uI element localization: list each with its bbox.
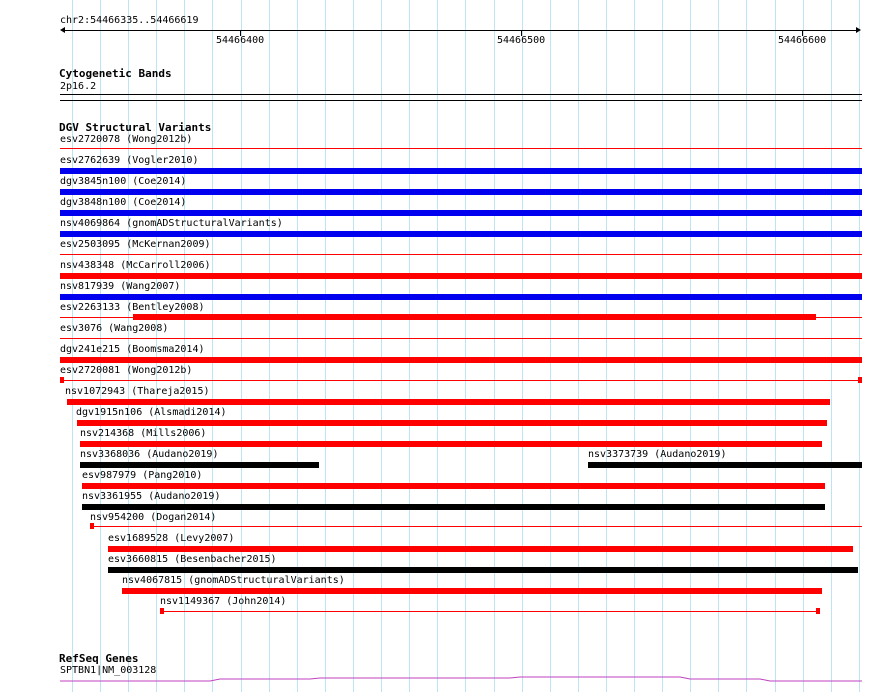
variant-bar[interactable] xyxy=(80,441,822,447)
variant-label[interactable]: nsv817939 (Wang2007) xyxy=(60,281,181,292)
variant-bar[interactable] xyxy=(60,189,862,195)
variant-bar[interactable] xyxy=(60,380,862,381)
ruler-line xyxy=(64,30,857,31)
variant-bar[interactable] xyxy=(60,210,862,216)
variant-label[interactable]: nsv954200 (Dogan2014) xyxy=(90,512,217,523)
refseq-gene-label[interactable]: SPTBN1|NM_003128 xyxy=(60,665,157,676)
variant-label[interactable]: esv3076 (Wang2008) xyxy=(60,323,169,334)
variant-bar[interactable] xyxy=(60,168,862,174)
variant-label[interactable]: nsv438348 (McCarroll2006) xyxy=(60,260,211,271)
variant-label[interactable]: nsv4067815 (gnomADStructuralVariants) xyxy=(122,575,345,586)
variant-label[interactable]: nsv3368036 (Audano2019) xyxy=(80,449,219,460)
variant-bar[interactable] xyxy=(60,273,862,279)
variant-label[interactable]: nsv4069864 (gnomADStructuralVariants) xyxy=(60,218,283,229)
variant-bar[interactable] xyxy=(80,462,319,468)
variant-bar[interactable] xyxy=(108,567,858,573)
variant-bar[interactable] xyxy=(82,483,825,489)
cytoband-track-title[interactable]: Cytogenetic Bands xyxy=(59,67,172,80)
variant-label[interactable]: esv2503095 (McKernan2009) xyxy=(60,239,211,250)
variant-bar[interactable] xyxy=(122,588,822,594)
region-label: chr2:54466335..54466619 xyxy=(60,15,199,26)
scroll-right-arrow-icon[interactable] xyxy=(856,27,861,33)
ruler-tick-label: 54466500 xyxy=(497,35,546,46)
variant-bar[interactable] xyxy=(60,254,862,255)
cytoband-feature[interactable] xyxy=(60,94,862,95)
variant-label[interactable]: esv2720081 (Wong2012b) xyxy=(60,365,193,376)
variant-endcap xyxy=(160,608,164,614)
ruler-tick-label: 54466400 xyxy=(216,35,265,46)
variant-bar[interactable] xyxy=(67,399,830,405)
variant-bar[interactable] xyxy=(60,338,862,339)
variant-bar[interactable] xyxy=(60,148,862,149)
variant-label[interactable]: dgv3848n100 (Coe2014) xyxy=(60,197,187,208)
variant-bar[interactable] xyxy=(82,504,825,510)
variant-bar[interactable] xyxy=(60,357,862,363)
grid-line xyxy=(859,0,860,692)
variant-label[interactable]: nsv214368 (Mills2006) xyxy=(80,428,207,439)
variant-bar[interactable] xyxy=(60,294,862,300)
variant-label[interactable]: esv1689528 (Levy2007) xyxy=(108,533,235,544)
refseq-gene-feature[interactable] xyxy=(60,675,862,687)
variant-bar[interactable] xyxy=(60,231,862,237)
variant-endcap xyxy=(90,523,94,529)
variant-bar[interactable] xyxy=(160,611,820,612)
variant-label[interactable]: esv2263133 (Bentley2008) xyxy=(60,302,205,313)
variant-bar-segment[interactable] xyxy=(133,314,816,320)
variant-label[interactable]: nsv1072943 (Thareja2015) xyxy=(65,386,210,397)
variant-label[interactable]: esv3660815 (Besenbacher2015) xyxy=(108,554,277,565)
variant-label[interactable]: dgv241e215 (Boomsma2014) xyxy=(60,344,205,355)
variant-endcap xyxy=(816,608,820,614)
variant-label[interactable]: esv987979 (Pang2010) xyxy=(82,470,203,481)
variant-label[interactable]: esv2762639 (Vogler2010) xyxy=(60,155,199,166)
variant-endcap xyxy=(60,377,64,383)
variant-label[interactable]: nsv1149367 (John2014) xyxy=(160,596,287,607)
variant-label[interactable]: dgv3845n100 (Coe2014) xyxy=(60,176,187,187)
variant-bar[interactable] xyxy=(90,526,862,527)
variant-label[interactable]: dgv1915n106 (Alsmadi2014) xyxy=(76,407,227,418)
variant-label[interactable]: nsv3361955 (Audano2019) xyxy=(82,491,221,502)
variant-bar[interactable] xyxy=(108,546,853,552)
cytoband-label: 2p16.2 xyxy=(60,81,97,92)
variant-bar[interactable] xyxy=(77,420,827,426)
variant-bar[interactable] xyxy=(588,462,862,468)
variant-endcap xyxy=(858,377,862,383)
refseq-track-title[interactable]: RefSeq Genes xyxy=(59,652,139,665)
ruler-tick-label: 54466600 xyxy=(778,35,827,46)
dgv-track-title[interactable]: DGV Structural Variants xyxy=(59,121,212,134)
grid-line xyxy=(831,0,832,692)
variant-label[interactable]: esv2720078 (Wong2012b) xyxy=(60,134,193,145)
variant-label[interactable]: nsv3373739 (Audano2019) xyxy=(588,449,727,460)
track-separator xyxy=(60,100,862,101)
